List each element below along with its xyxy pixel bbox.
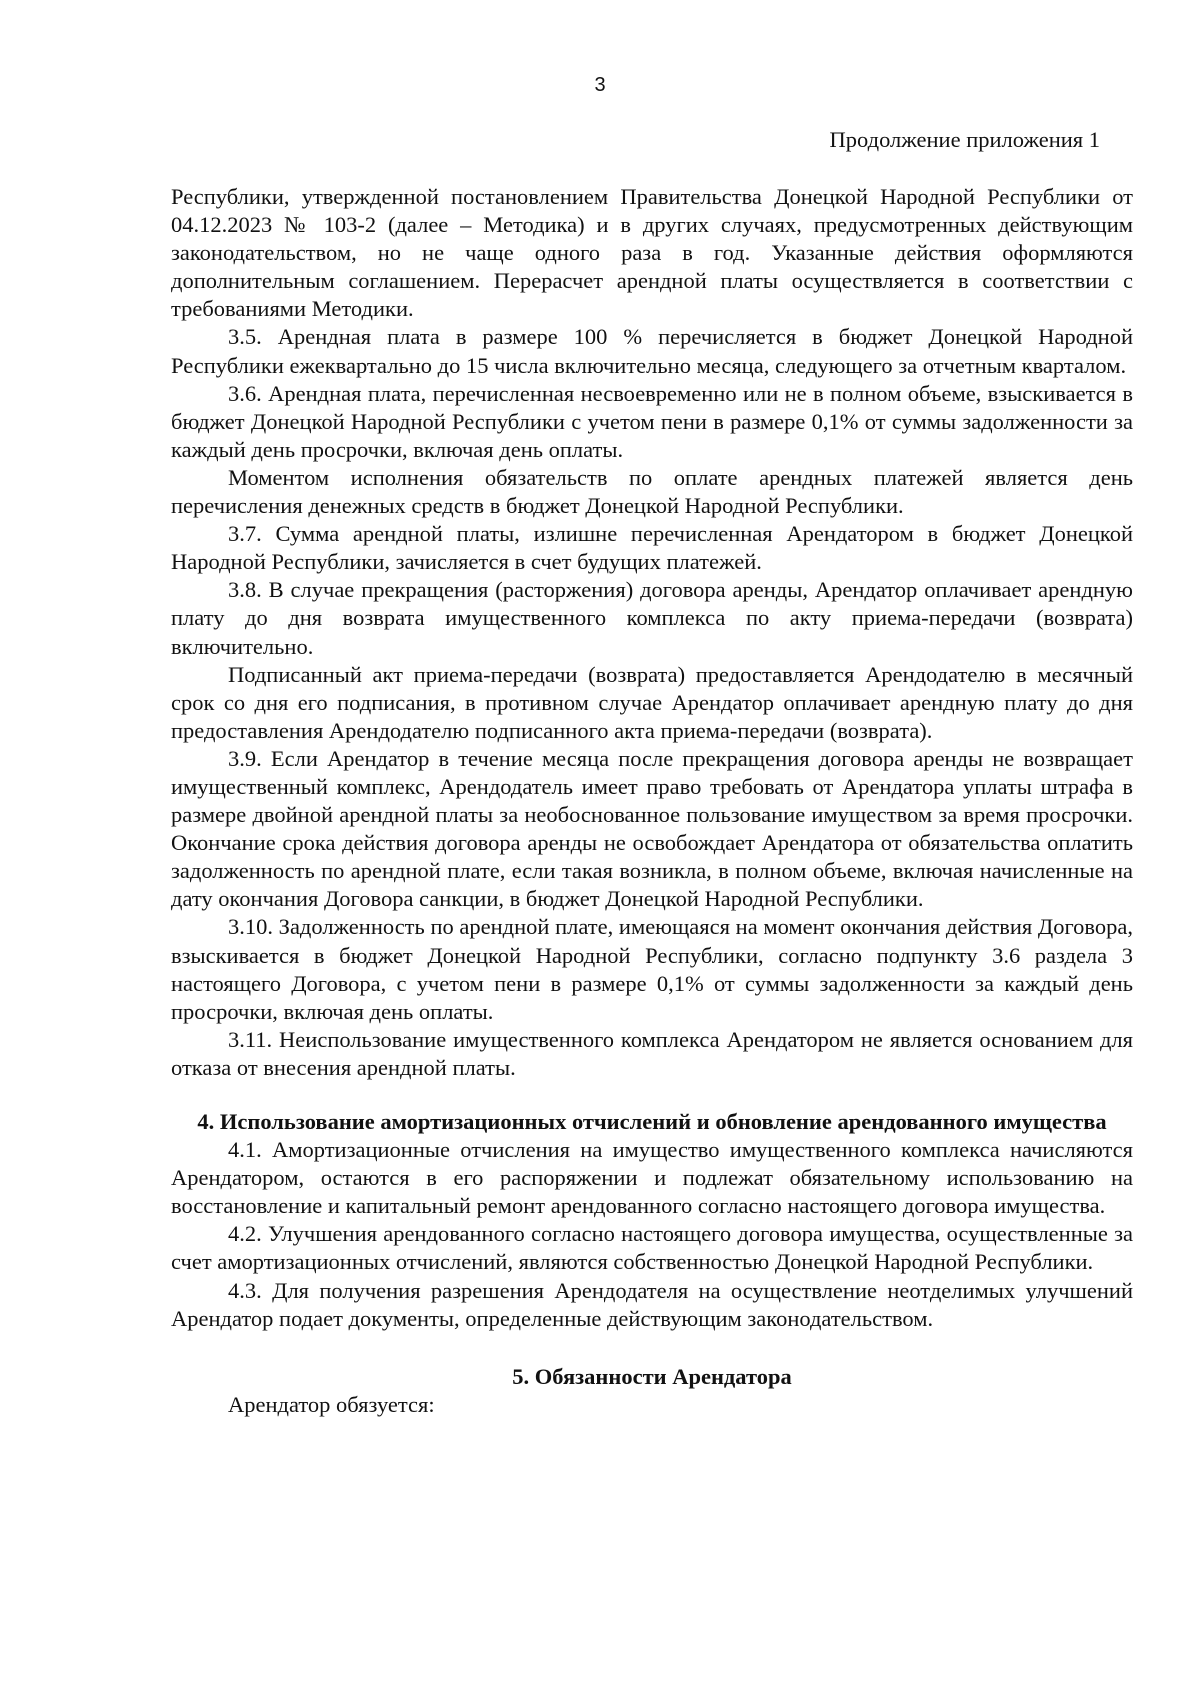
appendix-header-note: Продолжение приложения 1 (829, 127, 1100, 152)
paragraph-3-9: 3.9. Если Арендатор в течение месяца после прекращения договора аренды не возвращает имущественный комплекс, Арендодатель имеет право требовать от Арендатора уплаты штрафа в размере двойной арендной платы за необоснованное пользование имуществом за время просрочки. Окончание срока действия договора аренды не освобождает Арендатора от обязательства оплатить задолженность по арендной плате, если такая возникла, в полном объеме, включая начисленные на дату окончания Договора санкции, в бюджет Донецкой Народной Республики. (171, 745, 1133, 912)
paragraph-3-11: 3.11. Неиспользование имущественного комплекса Арендатором не является основанием для отказа от внесения арендной платы. (171, 1026, 1133, 1080)
page-number: 3 (594, 74, 606, 96)
paragraph-continuation: Республики, утвержденной постановлением Правительства Донецкой Народной Республики от 04.12.2023 № 103-2 (далее – Методика) и в других случаях, предусмотренных действующим законодательством, но не чаще одного раза в год. Указанные действия оформляются дополнительным соглашением. Перерасчет арендной платы осуществляется в соответствии с требованиями Методики. (171, 184, 1133, 322)
section-4-heading: 4. Использование амортизационных отчислений и обновление арендованного имущества (197, 1109, 1107, 1134)
section-5-heading: 5. Обязанности Арендатора (512, 1363, 792, 1389)
paragraph-3-10: 3.10. Задолженность по арендной плате, имеющаяся на момент окончания действия Договора, взыскивается в бюджет Донецкой Народной Республики, согласно подпункту 3.6 раздела 3 настоящего Договора, с учетом пени в размере 0,1% от суммы задолженности за каждый день просрочки, включая день оплаты. (171, 914, 1133, 1024)
paragraph-payment-moment: Моментом исполнения обязательств по оплате арендных платежей является день перечисления денежных средств в бюджет Донецкой Народной Республики. (171, 464, 1133, 519)
paragraph-4-2: 4.2. Улучшения арендованного согласно настоящего договора имущества, осуществленные за счет амортизационных отчислений, являются собственностью Донецкой Народной Республики. (171, 1221, 1133, 1275)
paragraph-3-8: 3.8. В случае прекращения (расторжения) договора аренды, Арендатор оплачивает арендную плату до дня возврата имущественного комплекса по акту приема-передачи (возврата) включительно. (171, 577, 1133, 659)
paragraph-3-7: 3.7. Сумма арендной платы, излишне перечисленная Арендатором в бюджет Донецкой Народной Республики, зачисляется в счет будущих платежей. (171, 521, 1133, 575)
section-spacer (171, 1082, 1133, 1108)
section-spacer (171, 1333, 1133, 1363)
paragraph-3-5: 3.5. Арендная плата в размере 100 % перечисляется в бюджет Донецкой Народной Республики ежеквартально до 15 числа включительно месяца, следующего за отчетным кварталом. (171, 324, 1133, 378)
document-body (171, 183, 1133, 1419)
paragraph-signed-act: Подписанный акт приема-передачи (возврата) предоставляется Арендодателю в месячный срок со дня его подписания, в противном случае Арендатор оплачивает арендную плату до дня предоставления Арендодателю подписанного акта приема-передачи (возврата). (171, 661, 1133, 743)
paragraph-4-3: 4.3. Для получения разрешения Арендодателя на осуществление неотделимых улучшений Арендатор подает документы, определенные действующим законодательством. (171, 1277, 1133, 1331)
paragraph-3-6: 3.6. Арендная плата, перечисленная несвоевременно или не в полном объеме, взыскивается в бюджет Донецкой Народной Республики с учетом пени в размере 0,1% от суммы задолженности за каждый день просрочки, включая день оплаты. (171, 380, 1133, 462)
paragraph-section-5-intro: Арендатор обязуется: (228, 1391, 435, 1417)
paragraph-4-1: 4.1. Амортизационные отчисления на имущество имущественного комплекса начисляются Арендатором, остаются в его распоряжении и подлежат обязательному использованию на восстановление и капитальный ремонт арендованного согласно настоящего договора имущества. (171, 1137, 1133, 1219)
